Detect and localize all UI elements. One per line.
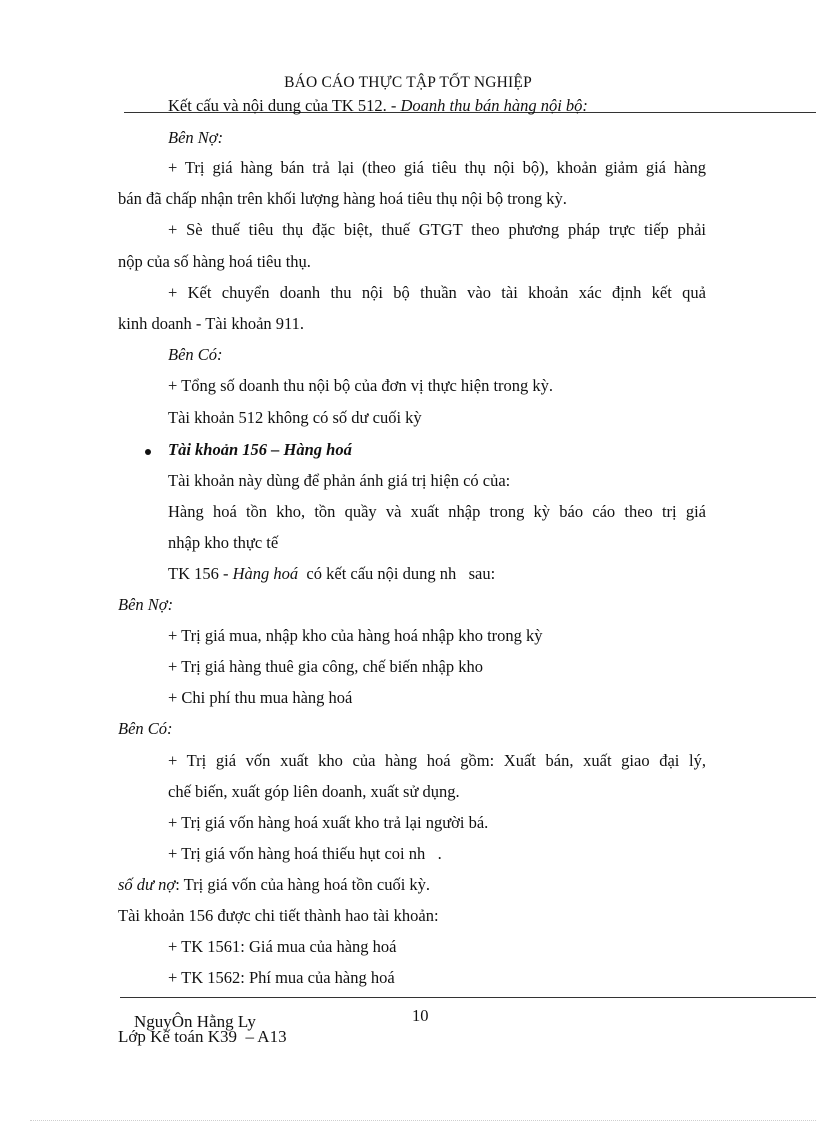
tk156-name: Hàng hoá — [232, 564, 299, 583]
paragraph-9: + Trị giá hàng thuê gia công, chế biến nhập kho — [168, 657, 483, 676]
tk156-code: TK 156 - — [168, 564, 233, 583]
so-du-no-line — [118, 875, 430, 895]
paragraph-15: + TK 1561: Giá mua của hàng hoá — [168, 937, 397, 956]
tk156-bullet-heading: Tài khoản 156 – Hàng hoá — [168, 440, 352, 459]
paragraph-12: + Trị giá vốn hàng hoá xuất kho trả lại người bá. — [168, 813, 489, 832]
so-du-no-text: : Trị giá vốn của hàng hoá tồn cuối kỳ. — [175, 875, 431, 894]
paragraph-10: + Chi phí thu mua hàng hoá — [168, 688, 353, 707]
page-bottom-dotted-border — [30, 1120, 816, 1121]
paragraph-1-line-2: bán đã chấp nhận trên khối lượng hàng hoá tiêu thụ nội bộ trong kỳ. — [118, 189, 567, 208]
tk512-heading-italic: Doanh thu bán hàng nội bộ: — [400, 96, 588, 115]
tk512-heading — [168, 96, 588, 116]
paragraph-3-line-1: + Kết chuyển doanh thu nội bộ thuần vào tài khoản xác định kết quả — [168, 283, 706, 302]
bullet-dot — [145, 449, 151, 455]
paragraph-2-line-1: + Sè thuế tiêu thụ đặc biệt, thuế GTGT theo phương pháp trực tiếp phải — [168, 220, 706, 239]
footer-class: Lớp Kế toán K39 – A13 — [118, 1027, 287, 1046]
paragraph-11-line-1: + Trị giá vốn xuất kho của hàng hoá gồm: Xuất bán, xuất giao đại lý, — [168, 751, 706, 770]
paragraph-3-line-2: kinh doanh - Tài khoản 911. — [118, 314, 305, 333]
page-header-title: BÁO CÁO THỰC TẬP TỐT NGHIỆP — [284, 74, 532, 91]
paragraph-16: + TK 1562: Phí mua của hàng hoá — [168, 968, 395, 987]
paragraph-4: + Tổng số doanh thu nội bộ của đơn vị thực hiện trong kỳ. — [168, 376, 554, 395]
paragraph-14: Tài khoản 156 được chi tiết thành hao tài khoản: — [118, 906, 439, 925]
paragraph-6: Tài khoản này dùng để phản ánh giá trị hiện có của: — [168, 471, 511, 490]
footer-author: NguyÔn Hằng Ly — [134, 1012, 256, 1031]
paragraph-5: Tài khoản 512 không có số dư cuối kỳ — [168, 408, 422, 427]
so-du-no-label: số dư nợ — [118, 875, 176, 894]
ben-no-label-2: Bên Nợ: — [118, 595, 174, 614]
paragraph-7-line-2: nhập kho thực tế — [168, 533, 279, 552]
paragraph-7-line-1: Hàng hoá tồn kho, tồn quầy và xuất nhập trong kỳ báo cáo theo trị giá — [168, 502, 706, 521]
tk512-heading-main: Kết cấu và nội dung của TK 512. - — [168, 96, 401, 115]
footer-rule — [120, 997, 816, 998]
ben-co-label-2: Bên Có: — [118, 719, 173, 738]
paragraph-11-line-2: chế biến, xuất góp liên doanh, xuất sử dụng. — [168, 782, 460, 801]
tk156-structure-line — [168, 564, 495, 584]
paragraph-1-line-1: + Trị giá hàng bán trả lại (theo giá tiêu thụ nội bộ), khoản giảm giá hàng — [168, 158, 706, 177]
paragraph-2-line-2: nộp của số hàng hoá tiêu thụ. — [118, 252, 311, 271]
page-number: 10 — [412, 1006, 429, 1025]
paragraph-8: + Trị giá mua, nhập kho của hàng hoá nhập kho trong kỳ — [168, 626, 543, 645]
ben-co-label-1: Bên Có: — [168, 345, 223, 364]
ben-no-label-1: Bên Nợ: — [168, 128, 224, 147]
paragraph-13: + Trị giá vốn hàng hoá thiếu hụt coi nh . — [168, 844, 442, 863]
tk156-structure-text: có kết cấu nội dung nh sau: — [298, 564, 496, 583]
